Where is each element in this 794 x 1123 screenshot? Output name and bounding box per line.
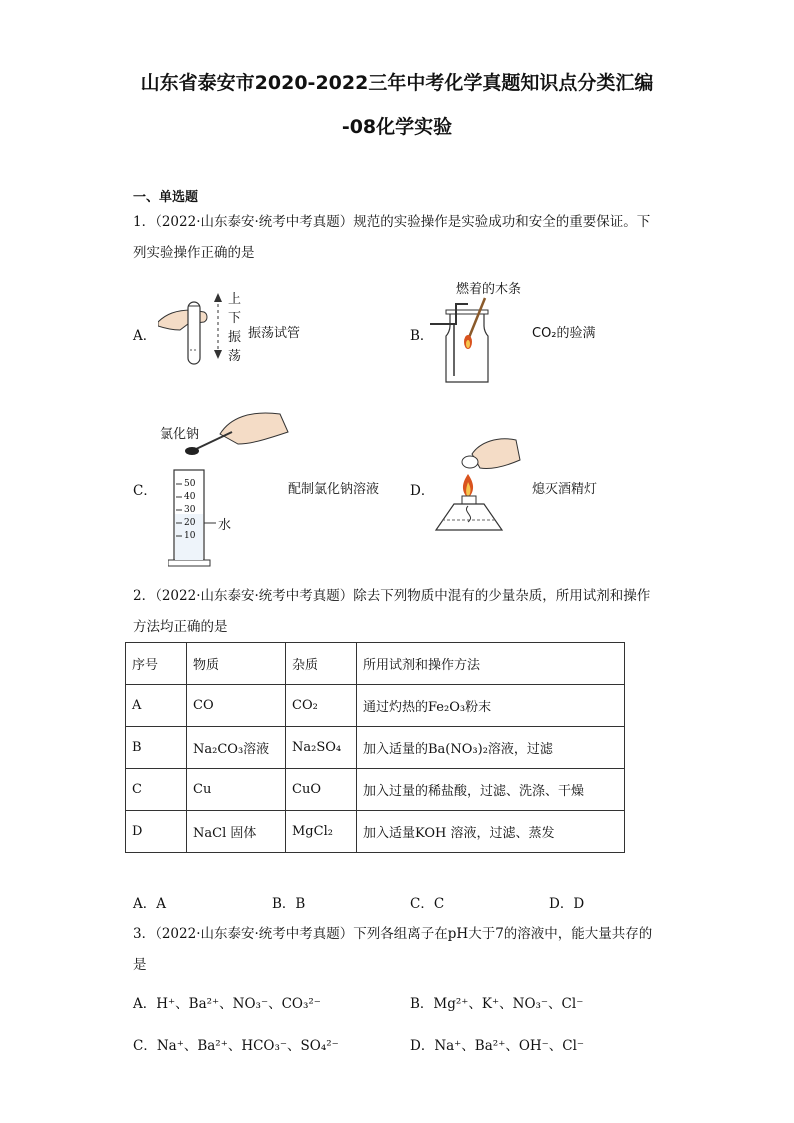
header-cell: 杂质 [286,643,357,685]
table-cell: CO [187,685,286,727]
impurity-table [125,642,625,853]
q3-option-c: C．Na⁺、Ba²⁺、HCO₃⁻、SO₄²⁻ [133,1038,339,1054]
table-cell: 加入适量KOH 溶液，过滤、蒸发 [357,811,625,853]
q1-option-b-letter: B． [410,328,434,344]
table-row [126,811,625,853]
table-header-row [126,643,625,685]
section-heading: 一、单选题 [133,190,199,205]
alcohol-lamp-illustration [432,432,522,542]
table-cell: D [126,811,187,853]
table-cell: CuO [286,769,357,811]
q1-option-c-letter: C． [133,483,157,499]
q1-stem: 1．（2022·山东泰安·统考中考真题）规范的实验操作是实验成功和安全的重要保证。下列实验操作正确的是 [133,214,651,261]
q1-option-b-caption: CO₂的验满 [532,326,596,341]
table-cell: B [126,727,187,769]
table-row [126,685,625,727]
water-label: 水 [218,518,232,533]
table-cell: Na₂CO₃溶液 [187,727,286,769]
cylinder-scale [184,478,195,543]
scale-10: 10 [184,531,196,541]
q1-option-d-caption: 熄灭酒精灯 [532,482,598,497]
q2-answer-d: D．D [549,896,585,912]
q3-option-d: D．Na⁺、Ba²⁺、OH⁻、Cl⁻ [410,1038,585,1054]
q1-option-a-letter: A． [133,328,157,344]
q1-option-a-caption: 振荡试管 [248,326,301,341]
gas-bottle-illustration [430,296,500,386]
q3-option-b: B．Mg²⁺、K⁺、NO₃⁻、Cl⁻ [410,996,584,1012]
q1-option-d-letter: D． [410,483,435,499]
scale-40: 40 [184,492,196,502]
scale-50: 50 [184,479,196,489]
table-row [126,727,625,769]
table-cell: MgCl₂ [286,811,357,853]
header-cell: 所用试剂和操作方法 [357,643,625,685]
header-cell: 序号 [126,643,187,685]
table-cell: 加入过量的稀盐酸，过滤、洗涤、干燥 [357,769,625,811]
q3-option-a: A．H⁺、Ba²⁺、NO₃⁻、CO₃²⁻ [133,996,321,1012]
scale-20: 20 [184,518,196,528]
spoon-hand-illustration [180,404,290,460]
sodium-chloride-label: 氯化钠 [160,427,200,442]
table-row [126,769,625,811]
table-cell: Cu [187,769,286,811]
doc-title-line1: 山东省泰安市2020-2022三年中考化学真题知识点分类汇编 [140,72,654,94]
q1-option-c-caption: 配制氯化钠溶液 [288,482,380,497]
q2-answer-a: A．A [133,896,166,912]
q2-answer-b: B．B [272,896,306,912]
table-cell: Na₂SO₄ [286,727,357,769]
table-cell: 加入适量的Ba(NO₃)₂溶液，过滤 [357,727,625,769]
shake-direction-label: 上下振荡 [228,292,242,364]
q2-stem: 2．（2022·山东泰安·统考中考真题）除去下列物质中混有的少量杂质，所用试剂和操作方法均正确的是 [133,588,651,635]
header-cell: 物质 [187,643,286,685]
doc-title-line2: -08化学实验 [341,116,453,138]
table-cell: A [126,685,187,727]
table-cell: C [126,769,187,811]
q3-stem: 3．（2022·山东泰安·统考中考真题）下列各组离子在pH大于7的溶液中，能大量共存的是 [133,926,653,973]
burning-stick-label: 燃着的木条 [456,282,522,297]
table-cell: CO₂ [286,685,357,727]
scale-30: 30 [184,505,196,515]
q2-answer-c: C．C [410,896,445,912]
table-cell: NaCl 固体 [187,811,286,853]
table-cell: 通过灼热的Fe₂O₃粉末 [357,685,625,727]
